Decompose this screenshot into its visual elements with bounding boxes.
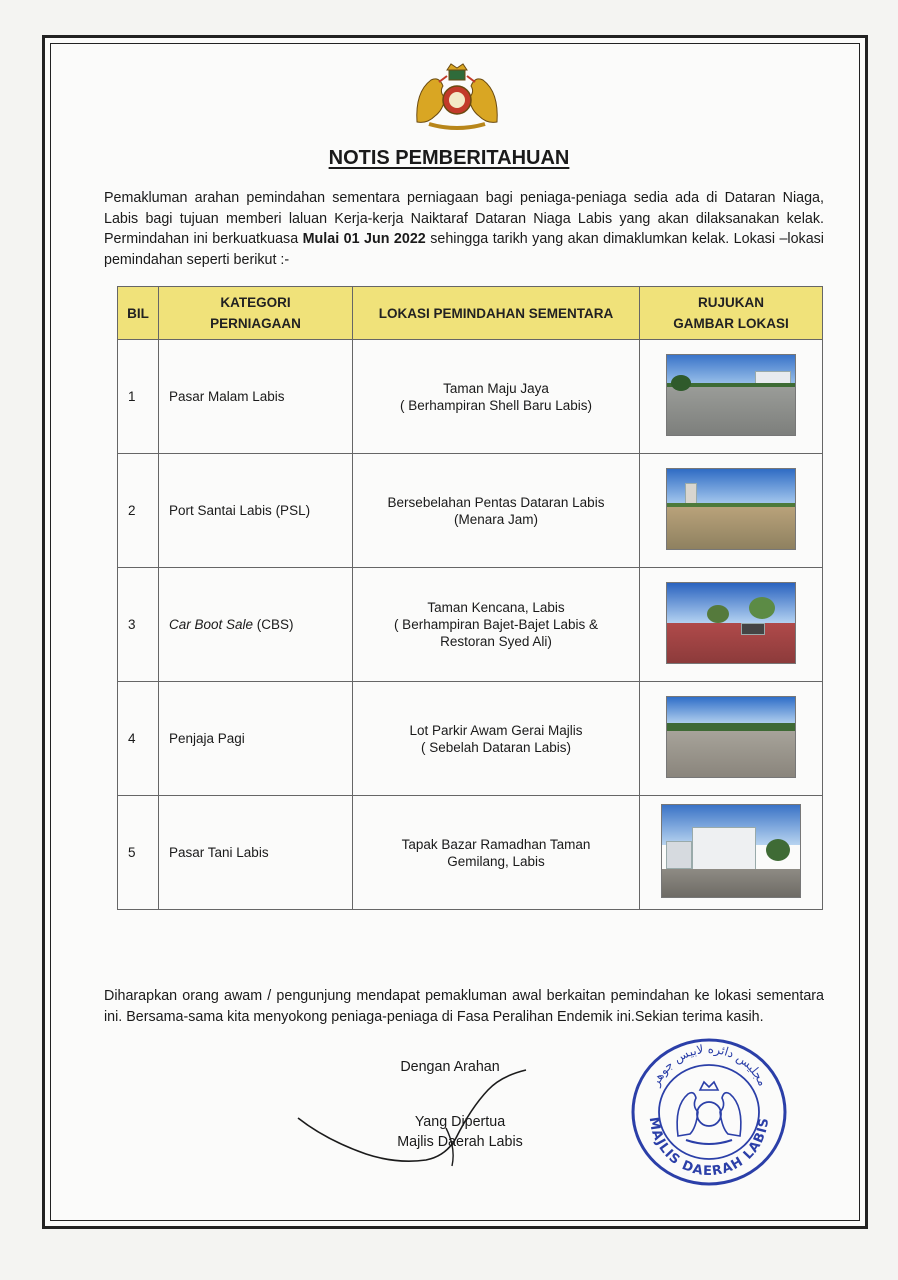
notice-intro-paragraph: Pemakluman arahan pemindahan sementara perniagaan bagi peniaga-peniaga sedia ada di Dataran Niaga, Labis bagi tujuan memberi laluan Kerja-kerja Naiktaraf Dataran Niaga Labis yang akan dilaksanakan kelak. Permindahan ini berkuatkuasa Mulai 01 Jun 2022 sehingga tarikh yang akan dimaklumkan kelak. Lokasi –lokasi pemindahan seperti berikut :- <box>104 190 824 268</box>
by-order-text: Dengan Arahan <box>400 1059 500 1075</box>
photo-bazaar-site-buildings <box>661 804 801 898</box>
table-header-row <box>118 287 823 340</box>
photo-public-parking-road <box>666 696 796 778</box>
cell-photo <box>640 682 823 796</box>
header-rujukan: RUJUKAN GAMBAR LOKASI <box>640 287 823 340</box>
effective-date: Mulai 01 Jun 2022 <box>302 231 426 247</box>
cell-lokasi: Lot Parkir Awam Gerai Majlis ( Sebelah Dataran Labis) <box>353 682 640 796</box>
cell-photo <box>640 340 823 454</box>
cell-photo <box>640 568 823 682</box>
table-row <box>118 454 823 568</box>
table-row <box>118 568 823 682</box>
cell-bil: 1 <box>118 340 159 454</box>
header-bil: BIL <box>118 287 159 340</box>
official-seal-stamp-icon <box>628 1036 790 1188</box>
cell-bil: 2 <box>118 454 159 568</box>
cell-bil: 3 <box>118 568 159 682</box>
cell-kategori: Penjaja Pagi <box>159 682 353 796</box>
notice-title: NOTIS PEMBERITAHUAN <box>328 147 570 169</box>
table-row <box>118 796 823 910</box>
cell-kategori: Pasar Malam Labis <box>159 340 353 454</box>
cell-lokasi: Taman Kencana, Labis ( Berhampiran Bajet-Bajet Labis & Restoran Syed Ali) <box>353 568 640 682</box>
closing-paragraph: Diharapkan orang awam / pengunjung mendapat pemakluman awal berkaitan pemindahan ke lokasi sementara ini. Bersama-sama kita menyokong peniaga-peniaga di Fasa Peralihan Endemik ini.Sekian terima kasih. <box>104 988 824 1025</box>
header-kategori: KATEGORI PERNIAGAAN <box>159 287 353 340</box>
johor-crest-icon <box>409 62 505 132</box>
cell-lokasi: Taman Maju Jaya ( Berhampiran Shell Baru Labis) <box>353 340 640 454</box>
cell-kategori: Port Santai Labis (PSL) <box>159 454 353 568</box>
photo-red-ground-trees <box>666 582 796 664</box>
cell-lokasi: Tapak Bazar Ramadhan Taman Gemilang, Labis <box>353 796 640 910</box>
cell-bil: 4 <box>118 682 159 796</box>
cell-bil: 5 <box>118 796 159 910</box>
photo-clock-tower-field <box>666 468 796 550</box>
photo-open-parking-lot <box>666 354 796 436</box>
table-row <box>118 340 823 454</box>
table-row <box>118 682 823 796</box>
cell-photo <box>640 454 823 568</box>
cell-kategori: Pasar Tani Labis <box>159 796 353 910</box>
cell-lokasi: Bersebelahan Pentas Dataran Labis (Menara Jam) <box>353 454 640 568</box>
svg-text:MAJLIS DAERAH LABIS: MAJLIS DAERAH LABIS <box>645 1116 773 1180</box>
header-lokasi: LOKASI PEMINDAHAN SEMENTARA <box>353 287 640 340</box>
cell-photo <box>640 796 823 910</box>
signatory-council: Majlis Daerah Labis <box>397 1134 523 1150</box>
relocation-table <box>117 286 823 910</box>
cell-kategori: Car Boot Sale (CBS) <box>159 568 353 682</box>
signatory-block <box>360 1112 560 1152</box>
svg-text:مجليس دائره لابيس جوهر: مجليس دائره لابيس جوهر <box>648 1041 770 1089</box>
signatory-position: Yang Dipertua <box>414 1114 506 1130</box>
